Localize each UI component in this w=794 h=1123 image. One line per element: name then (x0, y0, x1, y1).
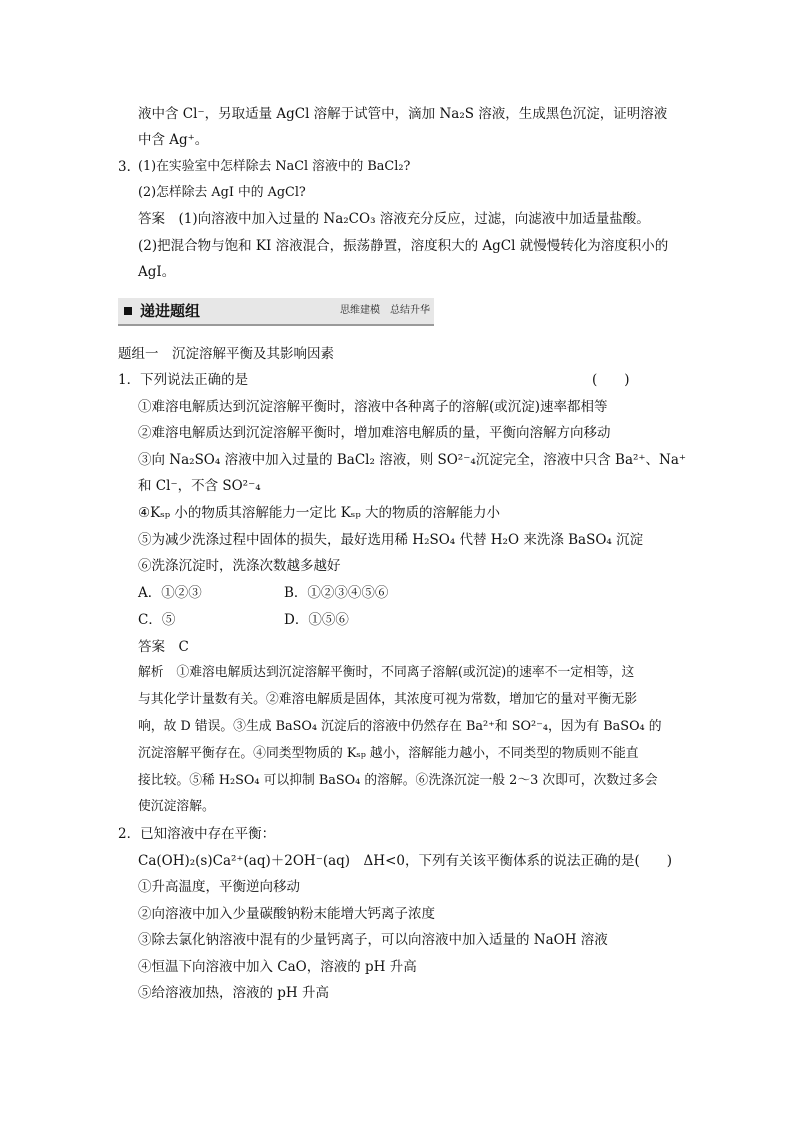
text-line: 中含 Ag⁺。 (138, 132, 209, 148)
question-stem: 2．已知溶液中存在平衡： (118, 826, 276, 842)
text-line: 液中含 Cl⁻，另取适量 AgCl 溶解于试管中，滴加 Na₂S 溶液，生成黑色沉淀，证明溶液 (138, 106, 668, 122)
option-line: ⑤给溶液加热，溶液的 pH 升高 (138, 985, 329, 1001)
option-line: ①难溶电解质达到沉淀溶解平衡时，溶液中各种离子的溶解(或沉淀)速率都相等 (138, 399, 608, 415)
answer-line: 答案 C (138, 639, 189, 655)
group-heading: 题组一 沉淀溶解平衡及其影响因素 (118, 346, 334, 362)
explanation-line: 响，故 D 错误。③生成 BaSO₄ 沉淀后的溶液中仍然存在 Ba²⁺和 SO²⁻₄，因为有 BaSO₄ 的 (138, 719, 662, 734)
option-line: ②向溶液中加入少量碳酸钠粉末能增大钙离子浓度 (138, 906, 435, 922)
option-line: ①升高温度，平衡逆向移动 (138, 879, 300, 895)
square-bullet-icon (124, 307, 132, 315)
explanation-line: 使沉淀溶解。 (138, 799, 215, 814)
question-stem: 1．下列说法正确的是 (118, 372, 249, 388)
explanation-line: 沉淀溶解平衡存在。④同类型物质的 Kₛₚ 越小，溶解能力越小，不同类型的物质则不能直 (138, 746, 639, 761)
option-line: ③向 Na₂SO₄ 溶液中加入过量的 BaCl₂ 溶液，则 SO²⁻₄沉淀完全，溶液中只含 Ba²⁺、Na⁺ (138, 452, 687, 468)
option-line: ⑤为减少洗涤过程中固体的损失，最好选用稀 H₂SO₄ 代替 H₂O 来洗涤 BaSO₄ 沉淀 (138, 532, 644, 548)
question-part: (2)怎样除去 AgI 中的 AgCl? (138, 185, 306, 200)
explanation-line: 解析 ①难溶电解质达到沉淀溶解平衡时，不同离子溶解(或沉淀)的速率不一定相等，这 (138, 665, 635, 680)
explanation-line: 接比较。⑤稀 H₂SO₄ 可以抑制 BaSO₄ 的溶解。⑥洗涤沉淀一般 2～3 次即可，次数过多会 (138, 773, 658, 788)
option-line: ⑥洗涤沉淀时，洗涤次数越多越好 (138, 558, 341, 574)
option-line: ③除去氯化钠溶液中混有的少量钙离子，可以向溶液中加入适量的 NaOH 溶液 (138, 932, 608, 948)
choice-a: A．①②③ (138, 585, 202, 601)
option-line: ④恒温下向溶液中加入 CaO，溶液的 pH 升高 (138, 959, 417, 975)
answer-bracket: ( ) (592, 372, 630, 388)
section-banner (118, 298, 434, 326)
explanation-line: 与其化学计量数有关。②难溶电解质是固体，其浓度可视为常数，增加它的量对平衡无影 (138, 692, 638, 707)
question-part: (1)在实验室中怎样除去 NaCl 溶液中的 BaCl₂? (138, 159, 411, 174)
question-number: 3． (118, 159, 141, 175)
answer-line: AgI。 (138, 264, 176, 280)
option-line: ④Kₛₚ 小的物质其溶解能力一定比 Kₛₚ 大的物质的溶解能力小 (138, 505, 501, 521)
section-subtitle: 思维建模 总结升华 (340, 305, 430, 316)
equation-line: Ca(OH)₂(s)Ca²⁺(aq)＋2OH⁻(aq) ΔH<0，下列有关该平衡体系的说法正确的是( ) (138, 853, 673, 869)
option-line: ②难溶电解质达到沉淀溶解平衡时，增加难溶电解质的量，平衡向溶解方向移动 (138, 425, 611, 441)
answer-line: 答案 (1)向溶液中加入过量的 Na₂CO₃ 溶液充分反应，过滤，向滤液中加适量盐酸。 (138, 211, 650, 227)
section-title: 递进题组 (140, 302, 201, 320)
choice-d: D．①⑤⑥ (284, 612, 349, 628)
answer-line: (2)把混合物与饱和 KI 溶液混合，振荡静置，溶度积大的 AgCl 就慢慢转化为溶度积小的 (138, 238, 669, 254)
choice-c: C．⑤ (138, 612, 176, 628)
option-line: 和 Cl⁻，不含 SO²⁻₄ (138, 478, 261, 494)
choice-b: B．①②③④⑤⑥ (284, 585, 389, 601)
